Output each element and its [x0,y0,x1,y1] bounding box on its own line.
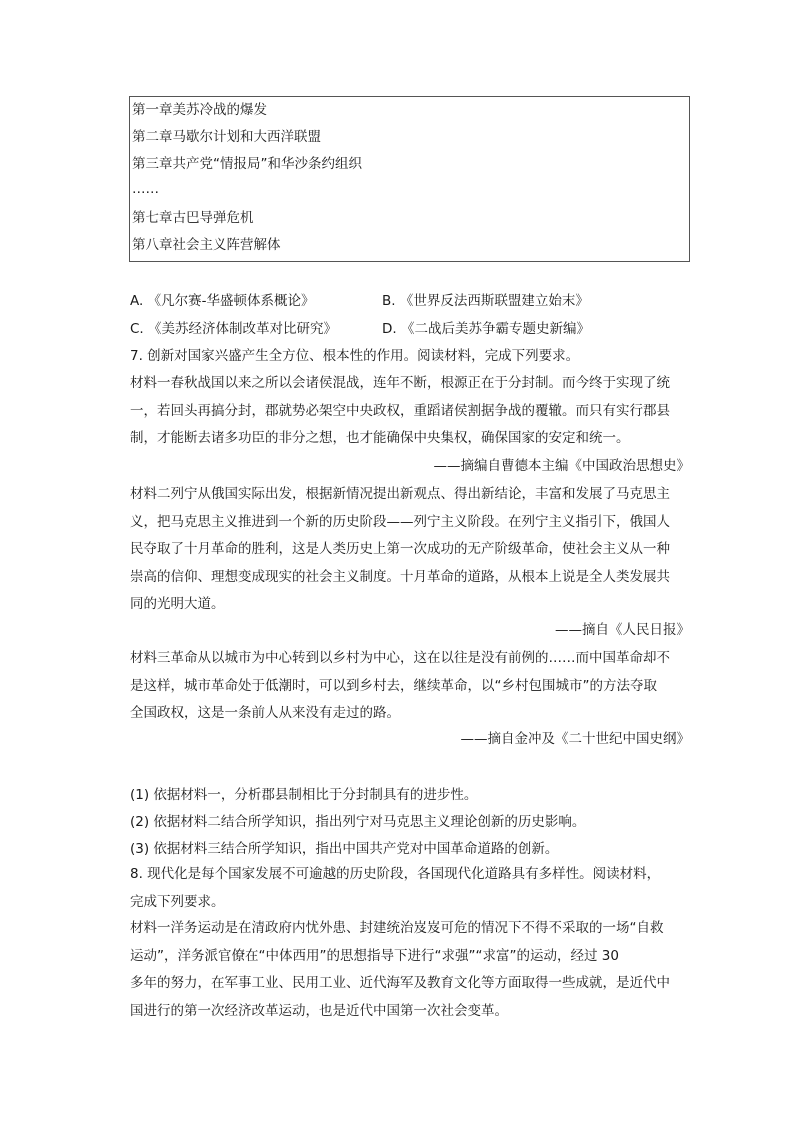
toc-line: 第七章古巴导弹危机 [132,210,254,226]
text-line: 民夺取了十月革命的胜利，这是人类历史上第一次成功的无产阶级革命，使社会主义从一种 [130,541,670,557]
text-line: 多年的努力，在军事工业、民用工业、近代海军及教育文化等方面取得一些成就，是近代中 [130,975,670,991]
option-b: B. 《世界反法西斯联盟建立始末》 [382,293,589,309]
text-line: 材料一洋务运动是在清政府内忧外患、封建统治岌岌可危的情况下不得不采取的一场“自救 [130,920,664,936]
sub-question-2: (2) 依据材料二结合所学知识，指出列宁对马克思主义理论创新的历史影响。 [130,814,586,830]
question-8-stem [130,861,692,916]
text-line: 材料二列宁从俄国实际出发，根据新情况提出新观点、得出新结论，丰富和发展了马克思主 [130,486,670,502]
question-8-material-1 [130,915,692,1025]
text-line: 制，才能断去诸多功臣的非分之想，也才能确保中央集权，确保国家的安定和统一。 [130,430,630,446]
text-line: 完成下列要求。 [130,893,225,910]
text-line: 全国政权，这是一条前人从来没有走过的路。 [130,705,400,721]
option-a: A. 《凡尔赛-华盛顿体系概论》 [130,293,315,309]
question-7-stem: 7. 创新对国家兴盛产生全方位、根本性的作用。阅读材料，完成下列要求。 [130,348,580,364]
material-1-source: ——摘编自曹德本主编《中国政治思想史》 [433,458,690,474]
text-line: 崇高的信仰、理想变成现实的社会主义制度。十月革命的道路，从根本上说是全人类发展共 [130,568,670,585]
text-line: 同的光明大道。 [130,596,225,612]
material-2-paragraph [130,481,692,619]
text-line: 材料一春秋战国以来之所以会诸侯混战，连年不断，根源正在于分封制。而今终于实现了统 [130,375,670,391]
sub-question-3: (3) 依据材料三结合所学知识，指出中国共产党对中国革命道路的创新。 [130,841,559,857]
toc-line: 第一章美苏冷战的爆发 [132,102,267,118]
option-d: D. 《二战后美苏争霸专题史新编》 [382,321,590,337]
material-2-source: ——摘自《人民日报》 [555,622,690,638]
toc-line: 第三章共产党“情报局”和华沙条约组织 [132,156,362,172]
material-3-source: ——摘自金冲及《二十世纪中国史纲》 [460,731,690,747]
toc-ellipsis: …… [132,181,159,197]
text-line: 国进行的第一次经济改革运动，也是近代中国第一次社会变革。 [130,1002,508,1019]
text-line: 一，若回头再搞分封，郡就势必架空中央政权，重蹈诸侯割据争战的覆辙。而只有实行郡县 [130,402,670,419]
text-line: 运动”，洋务派官僚在“中体西用”的思想指导下进行“求强”“求富”的运动，经过 30 [130,947,619,964]
text-line: 8. 现代化是每个国家发展不可逾越的历史阶段，各国现代化道路具有多样性。阅读材料， [130,866,661,882]
sub-question-1: (1) 依据材料一，分析郡县制相比于分封制具有的进步性。 [130,787,478,803]
option-c: C. 《美苏经济体制改革对比研究》 [130,321,338,337]
toc-line: 第八章社会主义阵营解体 [132,237,281,253]
table-of-contents-box [129,96,690,262]
text-line: 材料三革命从以城市为中心转到以乡村为中心，这在以往是没有前例的……而中国革命却不 [130,650,670,666]
material-3-paragraph [130,645,692,728]
material-1-paragraph [130,370,692,453]
text-line: 义，把马克思主义推进到一个新的历史阶段——列宁主义阶段。在列宁主义指引下，俄国人 [130,513,670,530]
toc-line: 第二章马歇尔计划和大西洋联盟 [132,129,321,145]
text-line: 是这样，城市革命处于低潮时，可以到乡村去，继续革命，以“乡村包围城市”的方法夺取 [130,677,657,694]
